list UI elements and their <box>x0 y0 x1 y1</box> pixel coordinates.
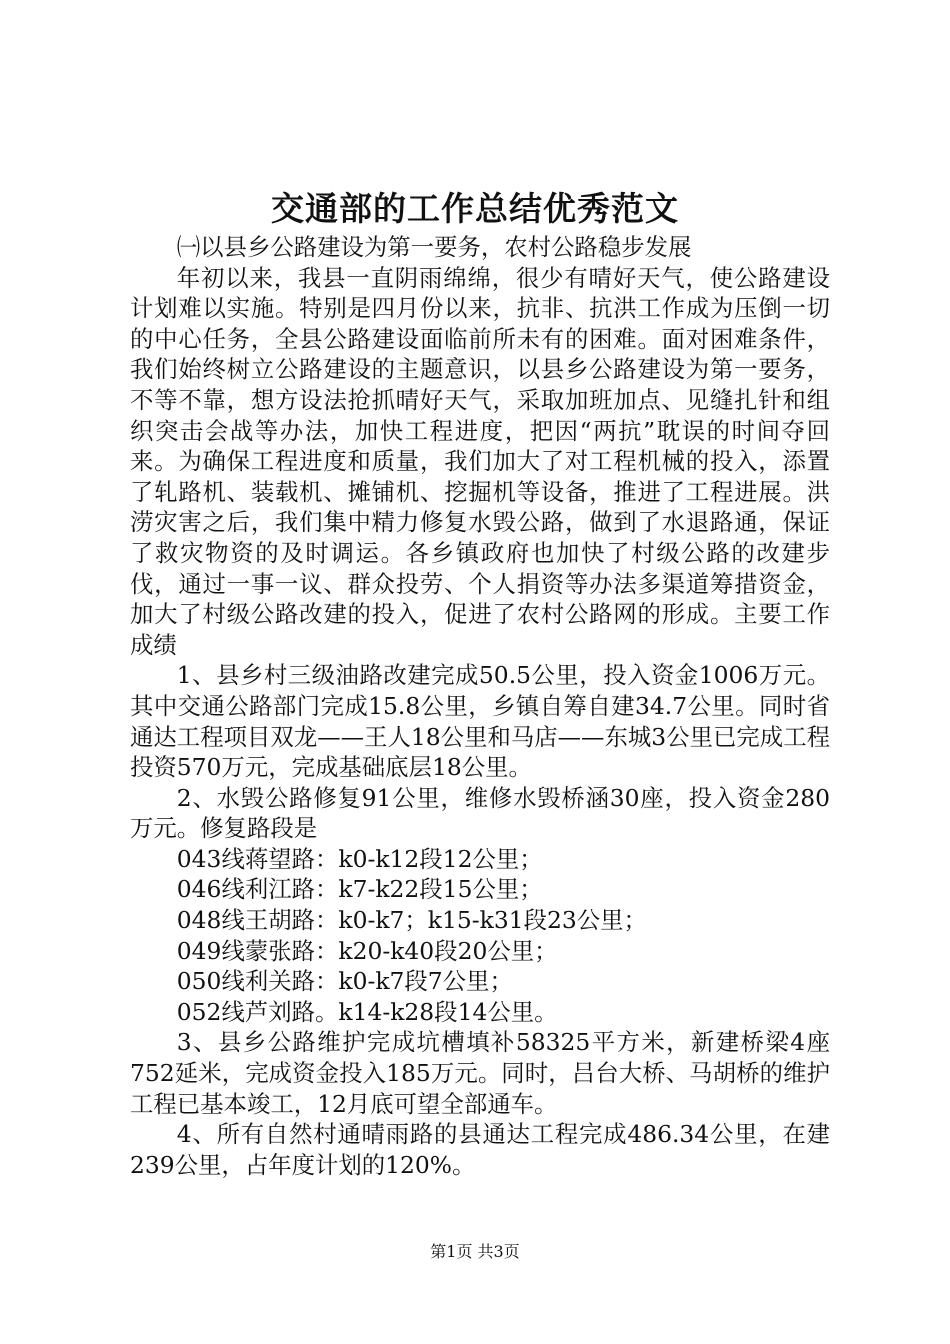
body-paragraph: 4、所有自然村通晴雨路的县通达工程完成486.34公里，在建239公里，占年度计划的120%。 <box>130 1120 830 1179</box>
section-heading: ㈠以县乡公路建设为第一要务，农村公路稳步发展 <box>176 233 692 261</box>
body-paragraph: 年初以来，我县一直阴雨绵绵，很少有晴好天气，使公路建设计划难以实施。特别是四月份以来，抗非、抗洪工作成为压倒一切的中心任务，全县公路建设面临前所未有的困难。面对困难条件，我们始终树立公路建设的主题意识，以县乡公路建设为第一要务，不等不靠，想方设法抢抓晴好天气，采取加班加点、见缝扎针和组织突击会战等办法，加快工程进度，把因“两抗”耽误的时间夺回来。为确保工程进度和质量，我们加大了对工程机械的投入，添置了轧路机、装载机、摊铺机、挖掘机等设备，推进了工程进展。洪涝灾害之后，我们集中精力修复水毁公路，做到了水退路通，保证了救灾物资的及时调运。各乡镇政府也加快了村级公路的改建步伐，通过一事一议、群众投劳、个人捐资等办法多渠道筹措资金，加大了村级公路改建的投入，促进了农村公路网的形成。主要工作成绩 <box>130 263 830 659</box>
road-section-item: 052线芦刘路。k14-k28段14公里。 <box>176 997 558 1026</box>
road-section-item: 049线蒙张路：k20-k40段20公里； <box>176 936 558 965</box>
body-paragraph: 3、县乡公路维护完成坑槽填补58325平方米，新建桥梁4座752延米，完成资金投入185万元。同时，吕台大桥、马胡桥的维护工程已基本竣工，12月底可望全部通车。 <box>130 1028 830 1118</box>
page-number-footer: 第1页 共3页 <box>430 1242 520 1261</box>
road-section-item: 050线利关路：k0-k7段7公里； <box>176 967 513 996</box>
document-title: 交通部的工作总结优秀范文 <box>271 189 679 228</box>
road-section-item: 043线蒋望路：k0-k12段12公里； <box>176 844 543 873</box>
document-body <box>130 232 830 1180</box>
body-paragraph: 2、水毁公路修复91公里，维修水毁桥涵30座，投入资金280万元。修复路段是 <box>130 783 830 843</box>
body-paragraph: 1、县乡村三级油路改建完成50.5公里，投入资金1006万元。其中交通公路部门完成15.8公里，乡镇自筹自建34.7公里。同时省通达工程项目双龙——王人18公里和马店——东城3公里已完成工程投资570万元，完成基础底层18公里。 <box>130 661 830 782</box>
road-section-item: 046线利江路：k7-k22段15公里； <box>176 875 543 904</box>
road-section-item: 048线王胡路：k0-k7；k15-k31段23公里； <box>176 906 647 935</box>
